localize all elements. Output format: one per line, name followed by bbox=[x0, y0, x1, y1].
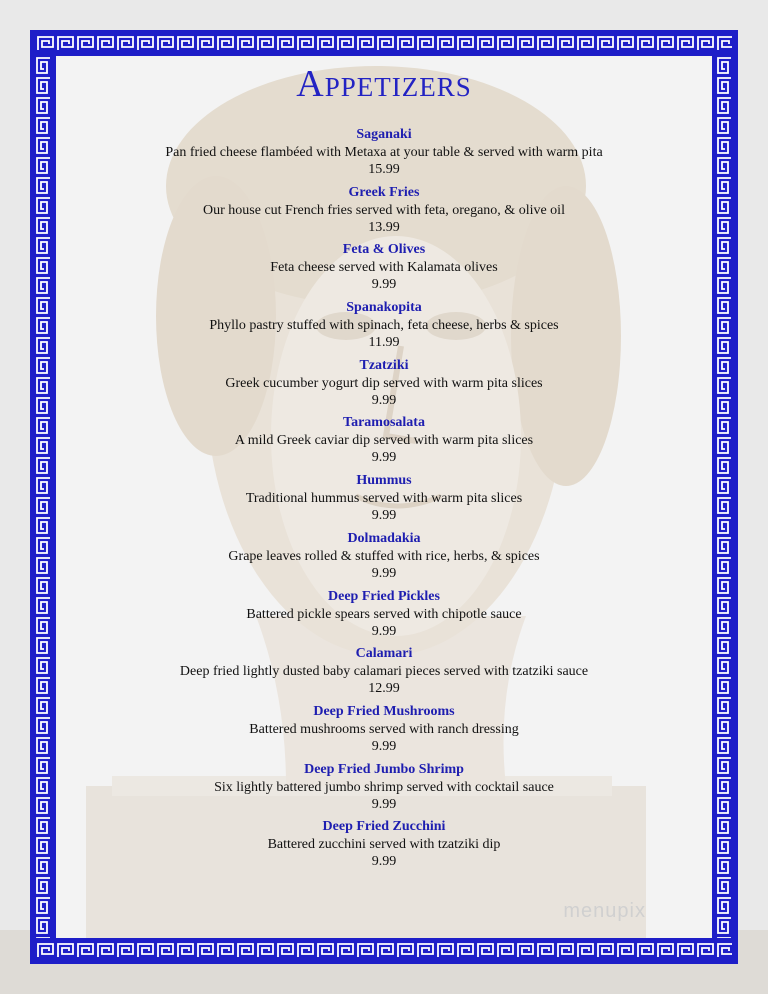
menu-item-price: 9.99 bbox=[371, 392, 397, 408]
menu-item-description: Battered pickle spears served with chipotle sauce bbox=[246, 606, 522, 622]
menu-item-price: 9.99 bbox=[371, 854, 397, 870]
menu-item bbox=[30, 530, 738, 588]
menu-item-price: 12.99 bbox=[368, 681, 400, 697]
menu-item bbox=[30, 184, 738, 242]
menu-item bbox=[30, 472, 738, 530]
menu-item-name: Spanakopita bbox=[346, 300, 422, 316]
menu-item bbox=[30, 703, 738, 761]
menu-item bbox=[30, 241, 738, 299]
menu-item-name: Deep Fried Mushrooms bbox=[313, 703, 455, 719]
menu-item-description: A mild Greek caviar dip served with warm pita slices bbox=[234, 433, 534, 449]
menu-item-name: Feta & Olives bbox=[342, 242, 426, 258]
menu-item-description: Our house cut French fries served with feta, oregano, & olive oil bbox=[203, 202, 565, 218]
menu-item-price: 9.99 bbox=[371, 738, 397, 754]
menu-item-description: Feta cheese served with Kalamata olives bbox=[270, 260, 498, 276]
menu-item-description: Grape leaves rolled & stuffed with rice, herbs, & spices bbox=[228, 548, 540, 564]
menu-item-name: Saganaki bbox=[356, 127, 412, 142]
greek-key-top bbox=[36, 34, 732, 53]
menu-items-list bbox=[30, 126, 738, 876]
menu-item bbox=[30, 414, 738, 472]
menu-item-name: Tzatziki bbox=[359, 357, 409, 373]
menu-item-description: Battered mushrooms served with ranch dressing bbox=[249, 721, 519, 737]
menu-item-description: Pan fried cheese flambéed with Metaxa at your table & served with warm pita bbox=[165, 145, 603, 160]
menu-item-price: 9.99 bbox=[371, 565, 397, 581]
menu-item-price: 9.99 bbox=[371, 796, 397, 812]
menu-item-description: Six lightly battered jumbo shrimp served with cocktail sauce bbox=[214, 779, 554, 795]
menu-item-name: Deep Fried Pickles bbox=[328, 588, 440, 604]
menu-item bbox=[30, 761, 738, 819]
menu-item-description: Battered zucchini served with tzatziki dip bbox=[267, 837, 501, 853]
menu-item-price: 15.99 bbox=[368, 162, 400, 177]
menu-item-price: 11.99 bbox=[368, 335, 400, 351]
menu-item-description: Greek cucumber yogurt dip served with warm pita slices bbox=[225, 375, 543, 391]
menu-item-price: 9.99 bbox=[371, 623, 397, 639]
greek-key-bottom bbox=[36, 941, 732, 960]
menu-item-description: Traditional hummus served with warm pita slices bbox=[245, 491, 523, 507]
menu-item bbox=[30, 818, 738, 876]
watermark: menupix bbox=[563, 900, 646, 922]
menu-item bbox=[30, 299, 738, 357]
menu-item bbox=[30, 645, 738, 703]
menu-item-name: Deep Fried Jumbo Shrimp bbox=[304, 761, 464, 777]
menu-item-price: 13.99 bbox=[368, 219, 400, 235]
greek-key-border bbox=[30, 30, 738, 964]
menu-item-name: Taramosalata bbox=[343, 415, 425, 431]
menu-item-price: 9.99 bbox=[371, 508, 397, 524]
menu-item bbox=[30, 357, 738, 415]
menu-item-name: Calamari bbox=[355, 646, 413, 662]
menu-item-description: Deep fried lightly dusted baby calamari pieces served with tzatziki sauce bbox=[179, 664, 589, 680]
menu-item-price: 9.99 bbox=[371, 450, 397, 466]
page-title: Appetizers bbox=[296, 63, 472, 105]
menu-item-name: Dolmadakia bbox=[347, 530, 421, 546]
menu-item-name: Greek Fries bbox=[348, 184, 420, 200]
menu-item-name: Deep Fried Zucchini bbox=[322, 819, 446, 835]
menu-item-price: 9.99 bbox=[371, 277, 397, 293]
menu-item-description: Phyllo pastry stuffed with spinach, feta cheese, herbs & spices bbox=[209, 318, 559, 334]
menu-item bbox=[30, 588, 738, 646]
menu-item-name: Hummus bbox=[356, 473, 412, 489]
menu-item bbox=[30, 126, 738, 184]
